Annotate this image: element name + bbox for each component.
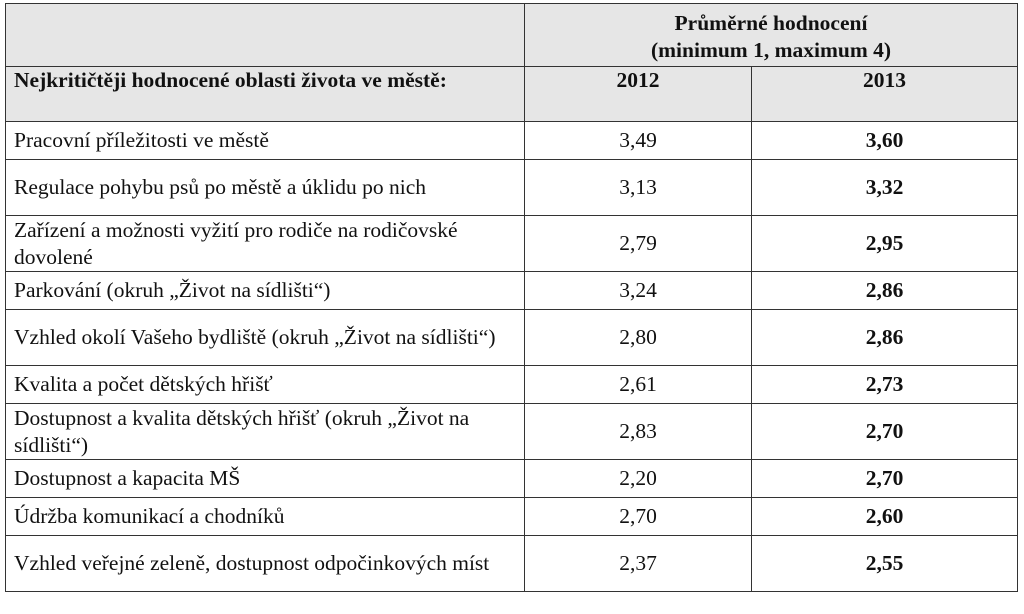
value-2012: 3,49	[525, 122, 752, 160]
group-title-line1: Průměrné hodnocení	[674, 11, 868, 35]
value-2013: 3,60	[752, 122, 1018, 160]
value-2013: 2,60	[752, 498, 1018, 536]
value-2012: 2,20	[525, 460, 752, 498]
area-label: Pracovní příležitosti ve městě	[6, 122, 525, 160]
area-label: Dostupnost a kapacita MŠ	[6, 460, 525, 498]
row-label-header: Nejkritičtěji hodnocené oblasti života ve městě:	[6, 67, 525, 122]
value-2012: 2,37	[525, 536, 752, 592]
table-row	[6, 498, 1018, 536]
header-empty-cell	[6, 4, 525, 67]
area-label: Vzhled okolí Vašeho bydliště (okruh „Život na sídlišti“)	[6, 310, 525, 366]
group-title-line2: (minimum 1, maximum 4)	[650, 38, 892, 62]
value-2013: 2,70	[752, 404, 1018, 460]
area-label: Údržba komunikací a chodníků	[6, 498, 525, 536]
value-2013: 2,55	[752, 536, 1018, 592]
table-row	[6, 404, 1018, 460]
table-body	[6, 122, 1018, 592]
table-header-group-row	[6, 4, 1018, 67]
table-row	[6, 216, 1018, 272]
table-header-row	[6, 67, 1018, 122]
table-row	[6, 460, 1018, 498]
table-row	[6, 366, 1018, 404]
area-label: Vzhled veřejné zeleně, dostupnost odpočinkových míst	[6, 536, 525, 592]
area-label: Kvalita a počet dětských hřišť	[6, 366, 525, 404]
table-row	[6, 310, 1018, 366]
area-label: Regulace pohybu psů po městě a úklidu po nich	[6, 160, 525, 216]
value-2013: 3,32	[752, 160, 1018, 216]
table-row	[6, 122, 1018, 160]
area-label: Dostupnost a kvalita dětských hřišť (okruh „Život na sídlišti“)	[6, 404, 525, 460]
value-2012: 2,80	[525, 310, 752, 366]
area-label: Zařízení a možnosti vyžití pro rodiče na rodičovské dovolené	[6, 216, 525, 272]
value-2012: 2,83	[525, 404, 752, 460]
rating-table	[5, 3, 1018, 592]
value-2013: 2,86	[752, 272, 1018, 310]
value-2012: 2,70	[525, 498, 752, 536]
group-title-cell	[525, 4, 1018, 67]
value-2013: 2,70	[752, 460, 1018, 498]
area-label: Parkování (okruh „Život na sídlišti“)	[6, 272, 525, 310]
table-row	[6, 160, 1018, 216]
value-2012: 2,61	[525, 366, 752, 404]
year-2012-header: 2012	[525, 67, 752, 122]
value-2012: 3,24	[525, 272, 752, 310]
value-2012: 2,79	[525, 216, 752, 272]
value-2012: 3,13	[525, 160, 752, 216]
table-row	[6, 536, 1018, 592]
value-2013: 2,73	[752, 366, 1018, 404]
value-2013: 2,95	[752, 216, 1018, 272]
year-2013-header: 2013	[752, 67, 1018, 122]
table-row	[6, 272, 1018, 310]
value-2013: 2,86	[752, 310, 1018, 366]
